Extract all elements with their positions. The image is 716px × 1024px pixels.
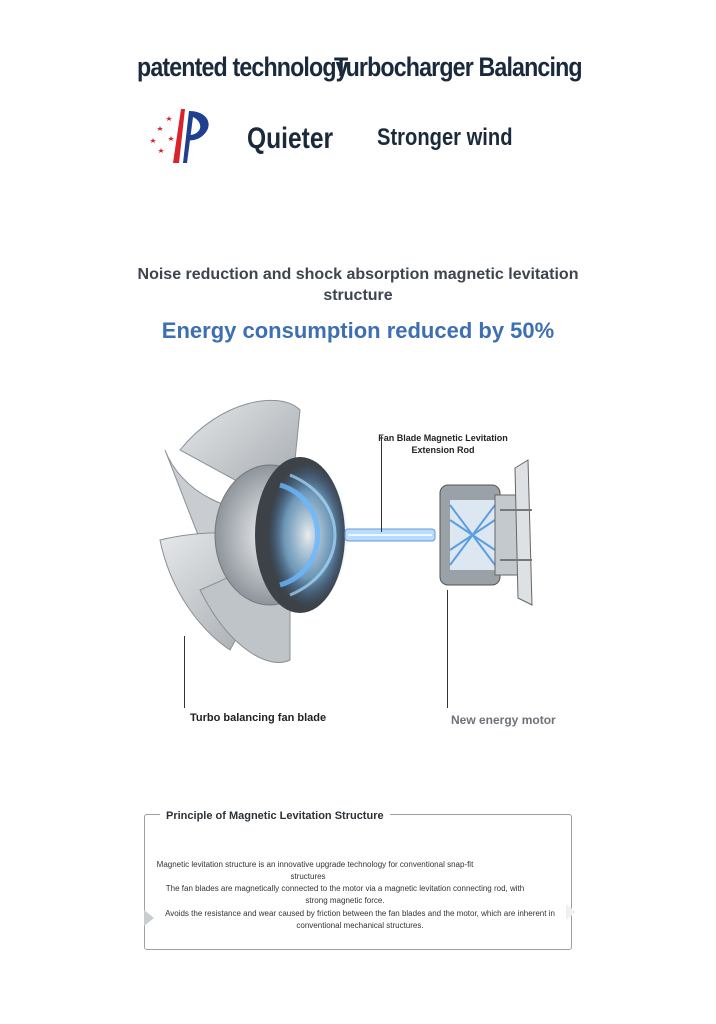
principle-line-3a: Avoids the resistance and wear caused by friction between the fan blades and the motor, which are inherent in bbox=[165, 909, 555, 918]
principle-box bbox=[144, 814, 572, 950]
fan-blade-illustration bbox=[160, 400, 348, 662]
turbo-blade-label: Turbo balancing fan blade bbox=[190, 712, 327, 724]
motor-illustration bbox=[440, 460, 532, 605]
principle-line-2b: strong magnetic force. bbox=[305, 896, 385, 905]
noise-reduction-heading bbox=[120, 264, 596, 306]
title-turbocharger-balancing: Turbocharger Balancing bbox=[334, 52, 582, 82]
turbo-leader-line bbox=[184, 636, 185, 708]
principle-line-1b: structures bbox=[290, 872, 326, 881]
feature-stronger-wind: Stronger wind bbox=[377, 124, 513, 151]
feature-quieter: Quieter bbox=[247, 122, 334, 155]
principle-title: Principle of Magnetic Levitation Structure bbox=[160, 810, 390, 822]
noise-line-1: Noise reduction and shock absorption magnetic levitation bbox=[137, 266, 579, 283]
principle-line-3b: conventional mechanical structures. bbox=[296, 921, 424, 930]
right-arrow-icon bbox=[566, 904, 576, 920]
energy-consumption-heading: Energy consumption reduced by 50% bbox=[161, 318, 555, 343]
left-arrow-icon bbox=[144, 910, 154, 926]
principle-line-1a: Magnetic levitation structure is an innovative upgrade technology for conventional snap-fit bbox=[156, 860, 474, 869]
motor-label: New energy motor bbox=[451, 713, 556, 727]
noise-line-2: structure bbox=[323, 287, 393, 304]
motor-leader-line bbox=[447, 590, 448, 708]
rod-label-line-2: Extension Rod bbox=[411, 445, 475, 455]
rod-label bbox=[378, 432, 508, 456]
rod-label-line-1: Fan Blade Magnetic Levitation bbox=[378, 433, 508, 443]
title-patented-technology: patented technology bbox=[137, 52, 348, 82]
principle-line-2a: The fan blades are magnetically connected to the motor via a magnetic levitation connecting rod, with bbox=[165, 884, 525, 893]
patent-logo-icon bbox=[143, 105, 215, 165]
